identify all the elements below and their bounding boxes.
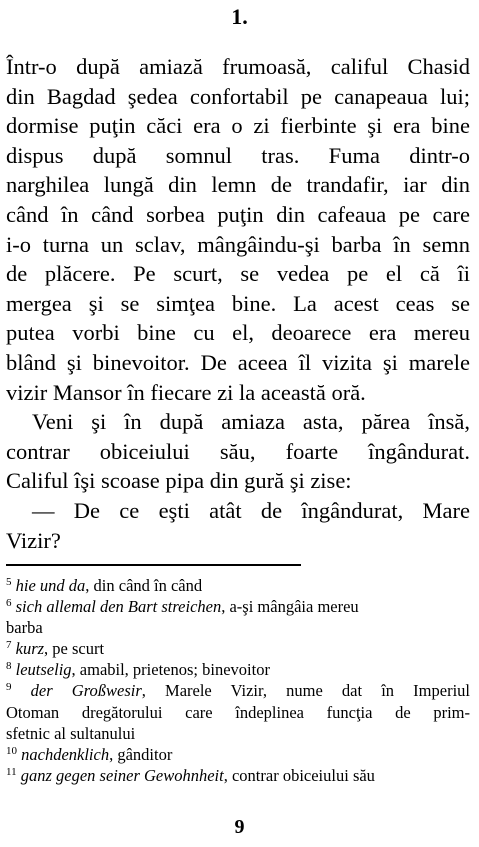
footnote-text: , Marele Vizir, nume dat în Imperiul xyxy=(141,681,470,701)
footnote-number: 7 xyxy=(6,639,12,652)
body-line: contrar obiceiului său, foarte îngândurat. xyxy=(6,438,470,464)
footnote-term: sich allemal den Bart streichen xyxy=(15,597,222,617)
page-number: 9 xyxy=(234,816,245,838)
body-line: putea vorbi bine cu el, deoarece era mereu xyxy=(6,320,470,346)
body-line: dispus după somnul tras. Fuma dintr-o xyxy=(6,142,470,168)
body-line: narghilea lungă din lemn de trandafir, iar din xyxy=(6,172,470,198)
chapter-heading: 1. xyxy=(231,4,248,29)
footnote-term: kurz xyxy=(15,639,45,659)
body-line: mergea şi se simţea bine. La acest ceas se xyxy=(6,290,470,316)
footnote xyxy=(6,765,470,786)
body-line: i-o turna un sclav, mângâindu-şi barba în semn xyxy=(6,231,470,257)
footnote-number: 10 xyxy=(6,744,17,757)
body-line: când în când sorbea puţin din cafeaua pe care xyxy=(6,201,470,227)
footnote-separator xyxy=(6,564,301,566)
footnote-term: leutselig xyxy=(15,660,72,680)
footnote-continuation xyxy=(6,723,470,744)
footnote xyxy=(6,575,470,596)
body-line: blând şi binevoitor. De aceea îl vizita şi marele xyxy=(6,349,470,375)
footnote-term: hie und da xyxy=(15,576,86,595)
body-line: Veni şi în după amiaza asta, părea însă, xyxy=(32,409,470,435)
body-line: dormise puţin căci era o zi fierbinte şi era bine xyxy=(6,113,470,139)
footnote-text: barba xyxy=(6,618,43,638)
body-line: — De ce eşti atât de îngândurat, Mare xyxy=(32,497,470,523)
footnote xyxy=(6,744,470,765)
footnote-text: , amabil, prietenos; binevoitor xyxy=(71,660,270,680)
footnote xyxy=(6,596,470,617)
body-line: vizir Mansor în fiecare zi la această oră. xyxy=(6,379,366,405)
footnote-term: der Großwesir xyxy=(30,681,142,701)
footnote-term: nachdenklich xyxy=(21,744,110,764)
body-line: Vizir? xyxy=(6,527,61,553)
footnote-number: 9 xyxy=(6,681,12,694)
footnote-number: 5 xyxy=(6,576,12,588)
footnotes xyxy=(6,575,470,786)
body-text xyxy=(6,52,470,555)
footnote xyxy=(6,638,470,659)
footnote xyxy=(6,659,470,680)
body-line: Într-o după amiază frumoasă, califul Chasid xyxy=(6,54,470,79)
footnote-text: , pe scurt xyxy=(44,639,105,659)
body-line: de plăcere. Pe scurt, se vedea pe el că îi xyxy=(6,261,470,287)
footnote-continuation xyxy=(6,617,470,638)
footnote-text: Otoman dregătorului care îndeplinea funcţia de prim- xyxy=(6,702,470,722)
footnote-continuation xyxy=(6,702,470,723)
footnote xyxy=(6,680,470,701)
body-line: din Bagdad şedea confortabil pe canapeaua lui; xyxy=(6,83,470,109)
footnote-text: sfetnic al sultanului xyxy=(6,723,136,743)
footnote-text: , din când în când xyxy=(85,576,203,595)
footnote-number: 11 xyxy=(6,765,17,778)
footnote-text: , a-şi mângâia mereu xyxy=(221,597,359,617)
footnote-text: , contrar obiceiului său xyxy=(223,765,375,785)
footnote-number: 8 xyxy=(6,660,12,673)
footnote-text: , gânditor xyxy=(109,744,173,764)
footnote-term: ganz gegen seiner Gewohnheit xyxy=(20,765,224,785)
body-line: Califul îşi scoase pipa din gură şi zise: xyxy=(6,468,352,494)
footnote-number: 6 xyxy=(6,597,12,610)
